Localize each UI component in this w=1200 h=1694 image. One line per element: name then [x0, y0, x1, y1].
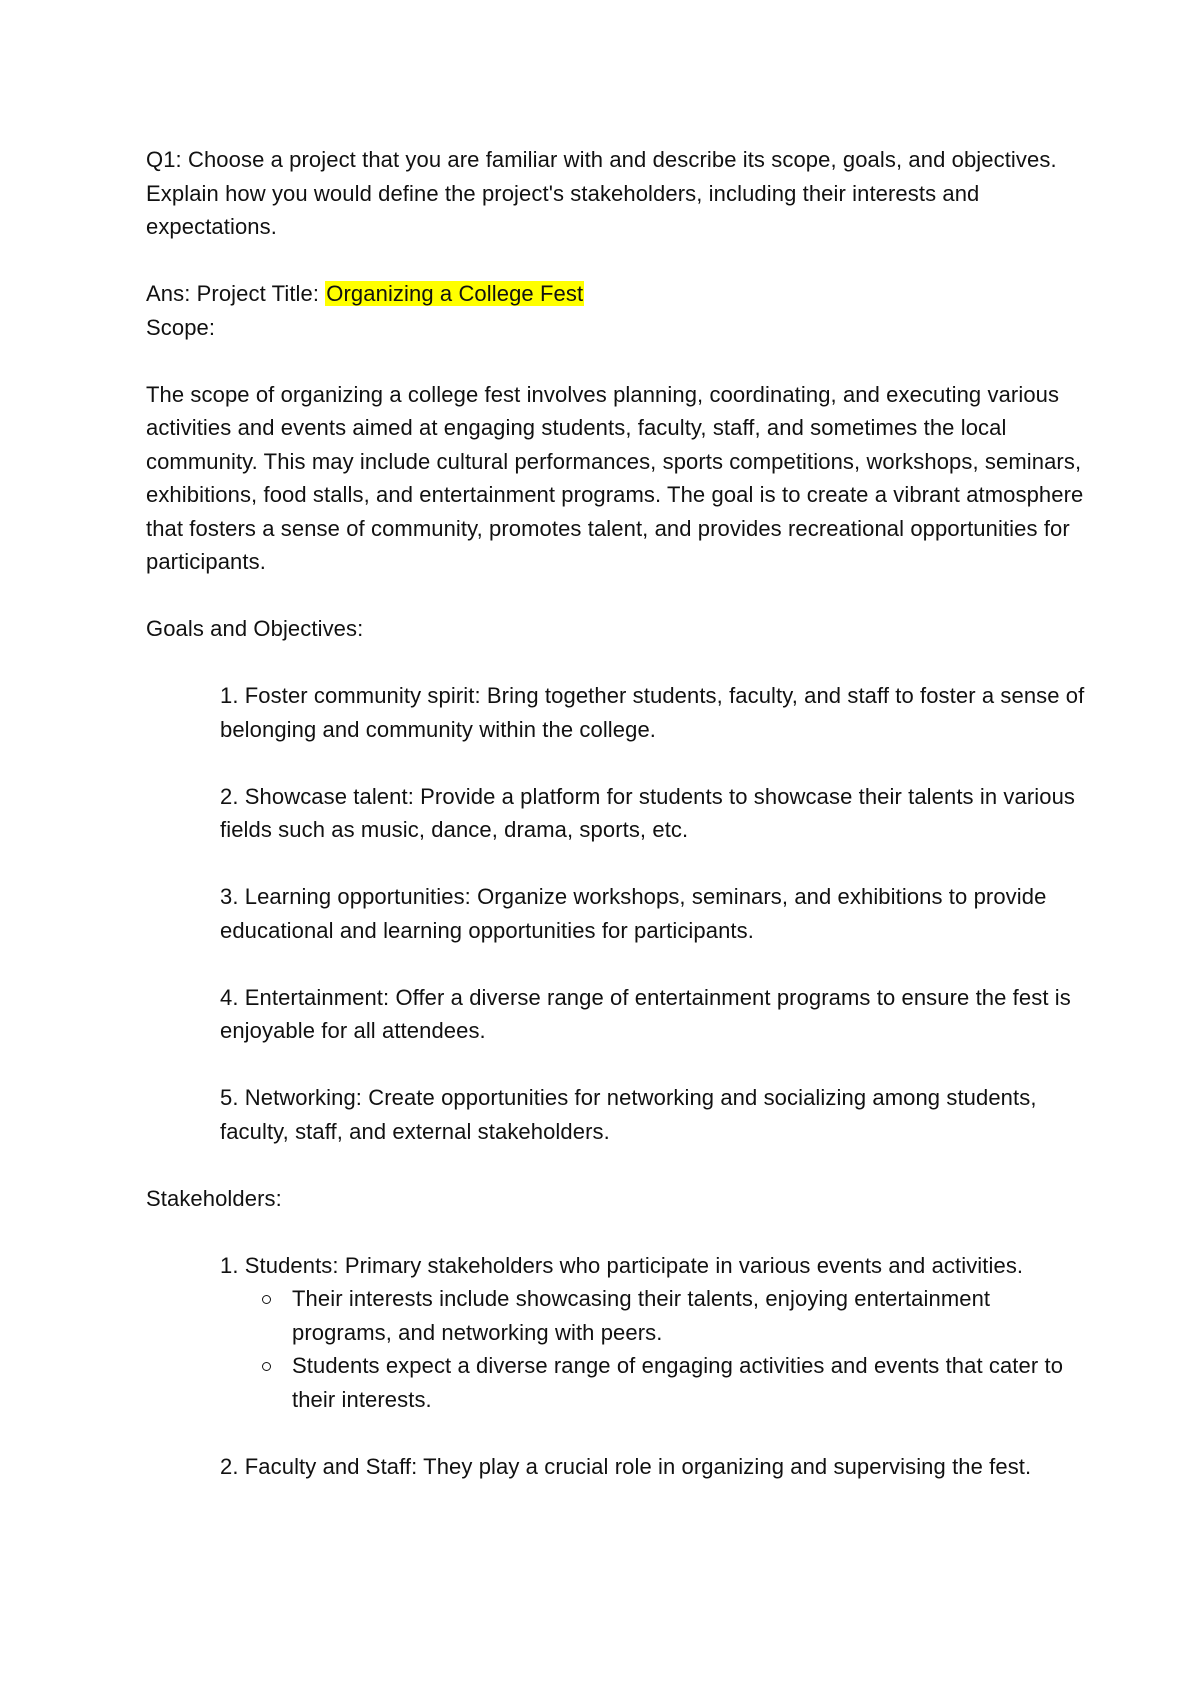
goals-heading: Goals and Objectives:: [146, 616, 364, 641]
stakeholder-bullet: [220, 1349, 1086, 1416]
bullet-text: Their interests include showcasing their talents, enjoying entertainment programs, and networking with peers.: [292, 1286, 991, 1345]
spacer: [146, 1416, 1086, 1450]
stakeholder-bullet-list: [220, 1282, 1086, 1416]
question-text: Q1: Choose a project that you are familiar with and describe its scope, goals, and objectives. Explain how you would define the project's stakeholders, including their interests and expectations.: [146, 147, 1057, 239]
spacer: [146, 1048, 1086, 1082]
goal-item: 3. Learning opportunities: Organize workshops, seminars, and exhibitions to provide educational and learning opportunities for participants.: [220, 884, 1047, 943]
spacer: [146, 244, 1086, 278]
document-page: [146, 143, 1086, 1483]
scope-paragraph: The scope of organizing a college fest involves planning, coordinating, and executing various activities and events aimed at engaging students, faculty, staff, and sometimes the local community. This may include cultural performances, sports competitions, workshops, seminars, exhibitions, food stalls, and entertainment programs. The goal is to create a vibrant atmosphere that fosters a sense of community, promotes talent, and provides recreational opportunities for participants.: [146, 381, 1084, 574]
hollow-circle-bullet-icon: [262, 1282, 274, 1316]
goal-item: 4. Entertainment: Offer a diverse range of entertainment programs to ensure the fest is enjoyable for all attendees.: [220, 984, 1071, 1043]
spacer: [146, 646, 1086, 680]
answer-line: [146, 277, 1086, 311]
answer-prefix: Ans: Project Title:: [146, 281, 326, 306]
goal-item: 5. Networking: Create opportunities for networking and socializing among students, faculty, staff, and external stakeholders.: [220, 1085, 1037, 1144]
goal-item: 2. Showcase talent: Provide a platform for students to showcase their talents in various fields such as music, dance, drama, sports, etc.: [220, 783, 1076, 842]
bullet-text: Students expect a diverse range of engaging activities and events that cater to their interests.: [292, 1353, 1064, 1412]
stakeholders-heading: Stakeholders:: [146, 1185, 282, 1211]
goal-item: 1. Foster community spirit: Bring together students, faculty, and staff to foster a sense of belonging and community within the college.: [220, 683, 1085, 742]
stakeholder-bullet: [220, 1282, 1086, 1349]
spacer: [146, 579, 1086, 613]
hollow-circle-bullet-icon: [262, 1349, 274, 1383]
stakeholder-item: [220, 1249, 1086, 1417]
spacer: [146, 947, 1086, 981]
spacer: [146, 746, 1086, 780]
spacer: [146, 344, 1086, 378]
stakeholder-text: 1. Students: Primary stakeholders who participate in various events and activities.: [220, 1252, 1024, 1278]
spacer: [146, 1148, 1086, 1182]
project-title: Organizing a College Fest: [326, 281, 584, 306]
scope-heading: Scope:: [146, 314, 216, 340]
stakeholder-text: 2. Faculty and Staff: They play a crucial role in organizing and supervising the fest.: [220, 1453, 1032, 1479]
spacer: [146, 1215, 1086, 1249]
spacer: [146, 847, 1086, 881]
stakeholder-item: [220, 1450, 1086, 1484]
